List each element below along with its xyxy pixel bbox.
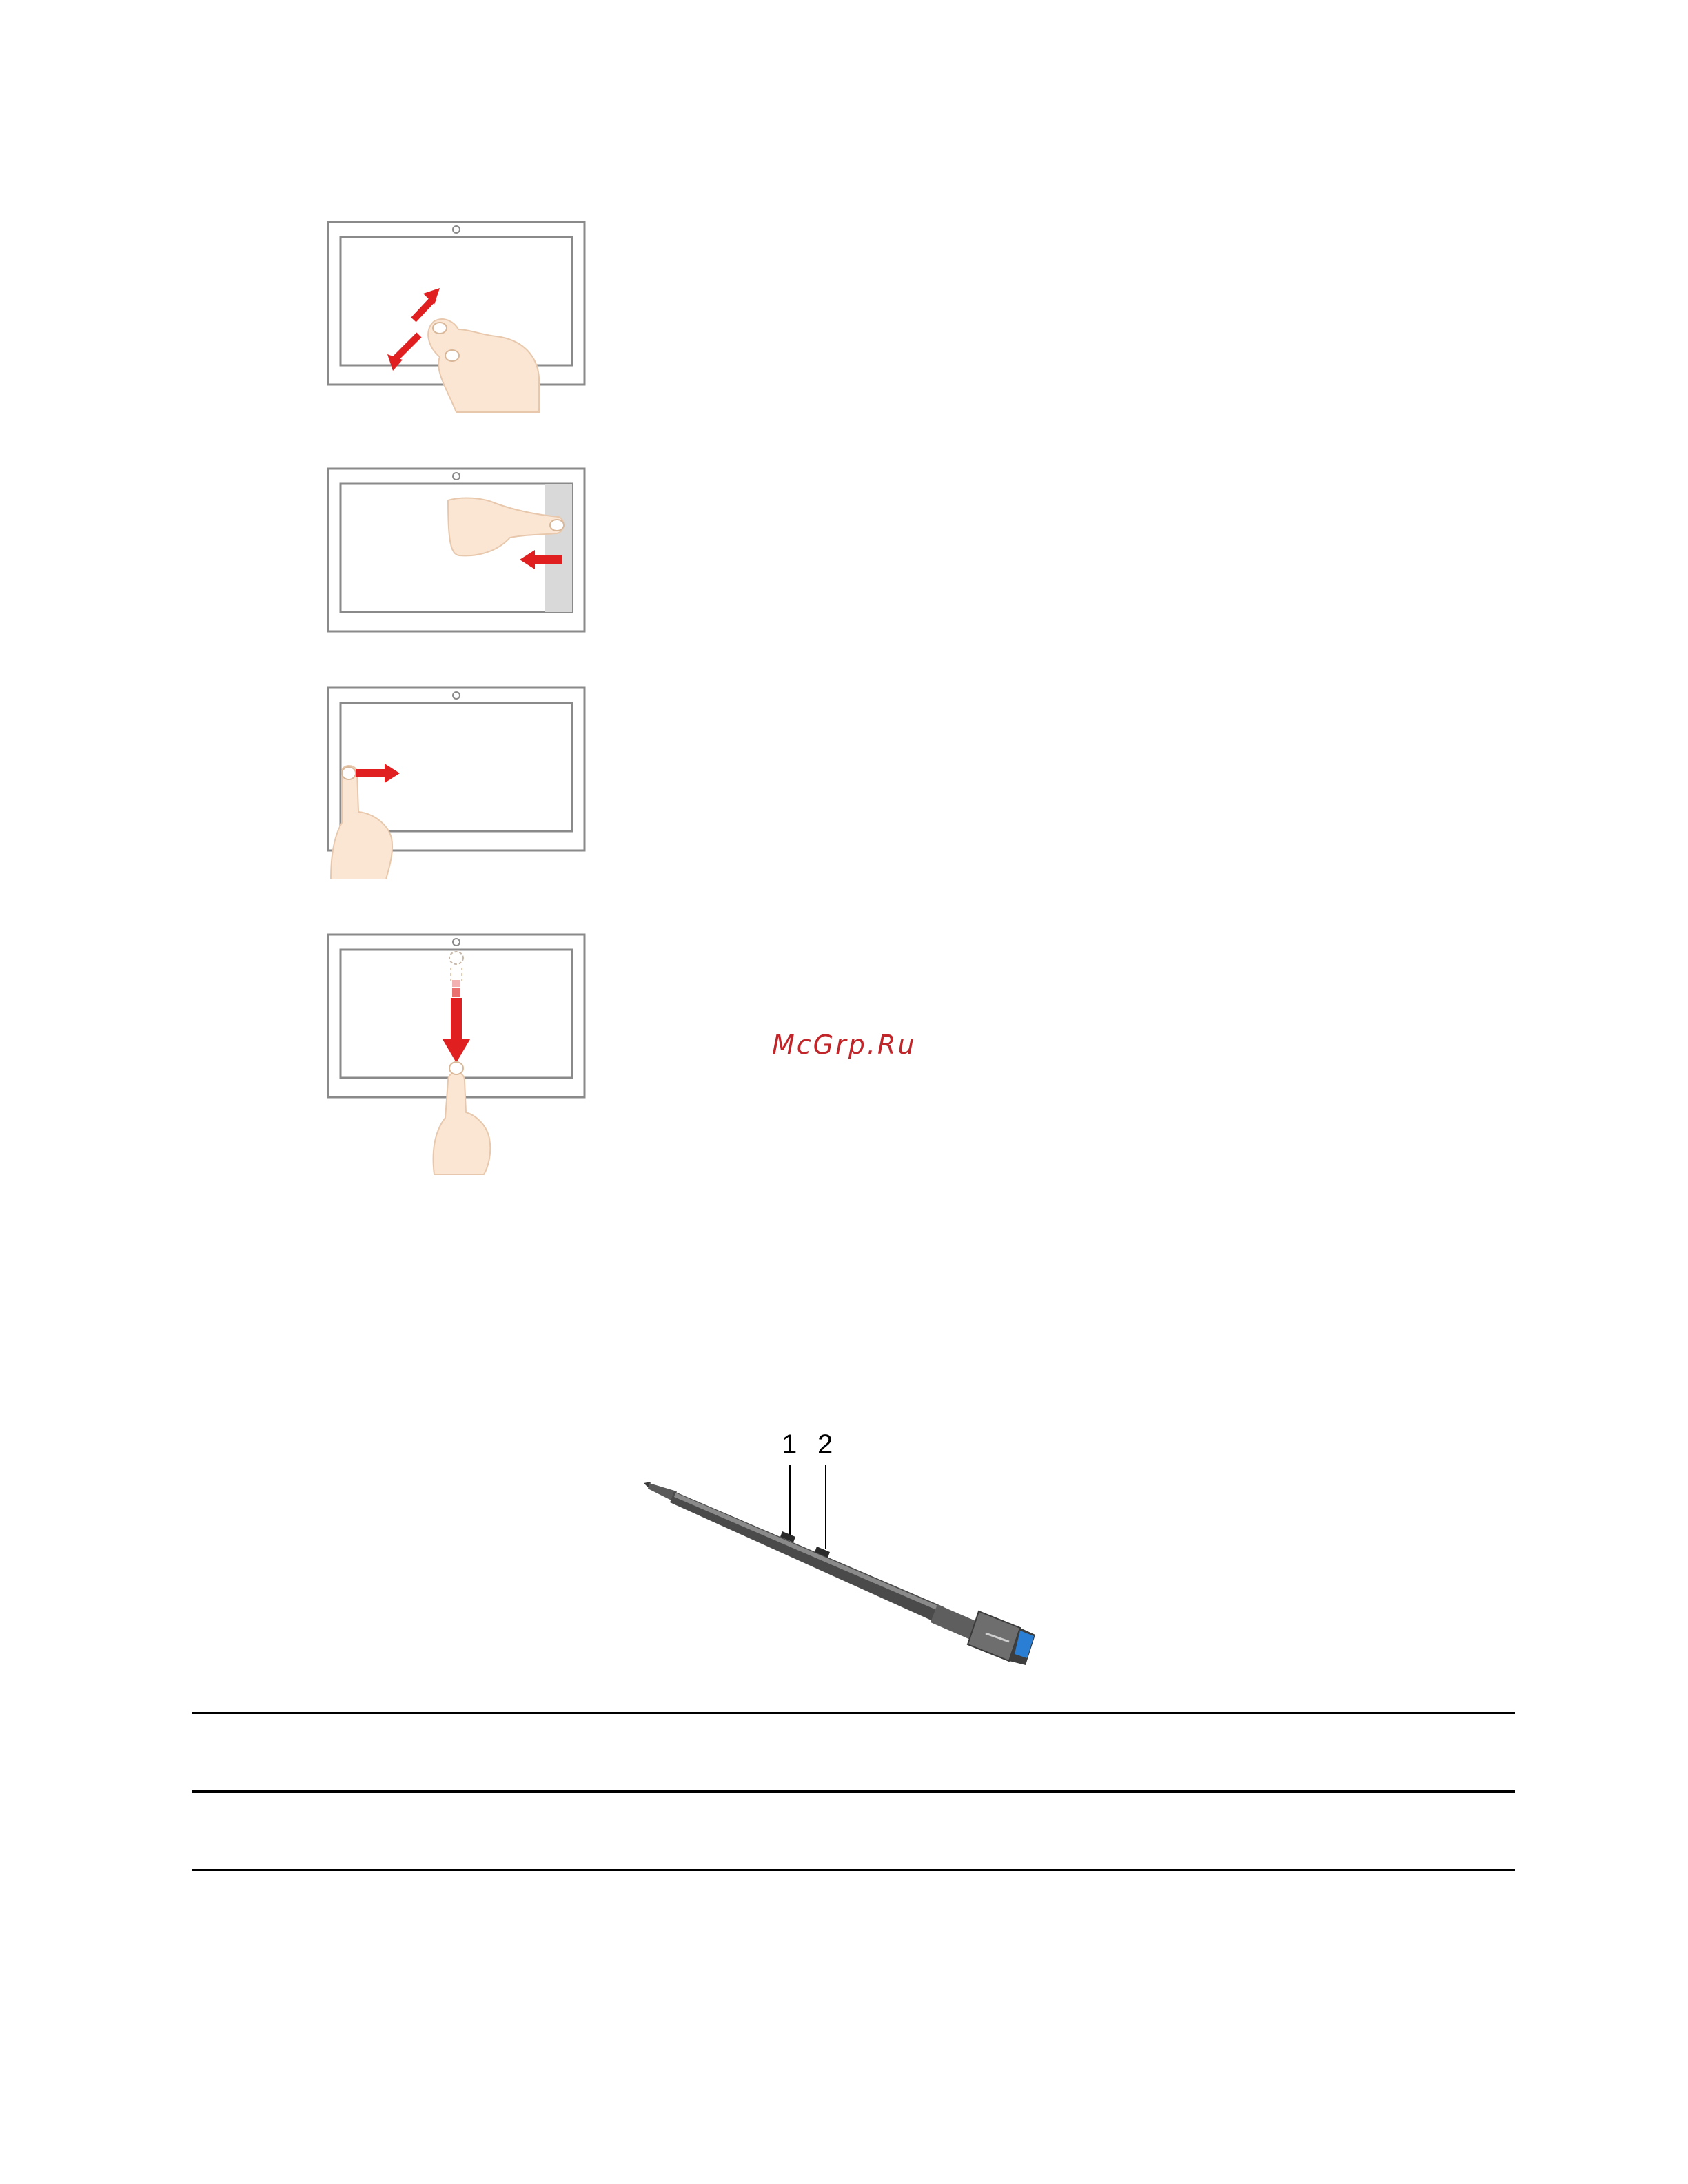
active-pen-icon [634,1427,1075,1702]
table-bottom-rule [192,1869,1515,1871]
callout-1: 1 [782,1429,797,1460]
table-middle-rule [192,1790,1515,1793]
zoom-in-gesture-icon [324,219,593,419]
swipe-in-from-right-gesture-icon [324,466,593,638]
callout-2: 2 [817,1429,833,1460]
watermark: McGrp.Ru [772,1030,917,1060]
swipe-down-from-top-gesture-icon [324,932,593,1180]
table-top-rule [192,1712,1515,1714]
active-pen-figure [634,1427,1075,1702]
swipe-in-from-left-gesture-icon [324,685,593,879]
